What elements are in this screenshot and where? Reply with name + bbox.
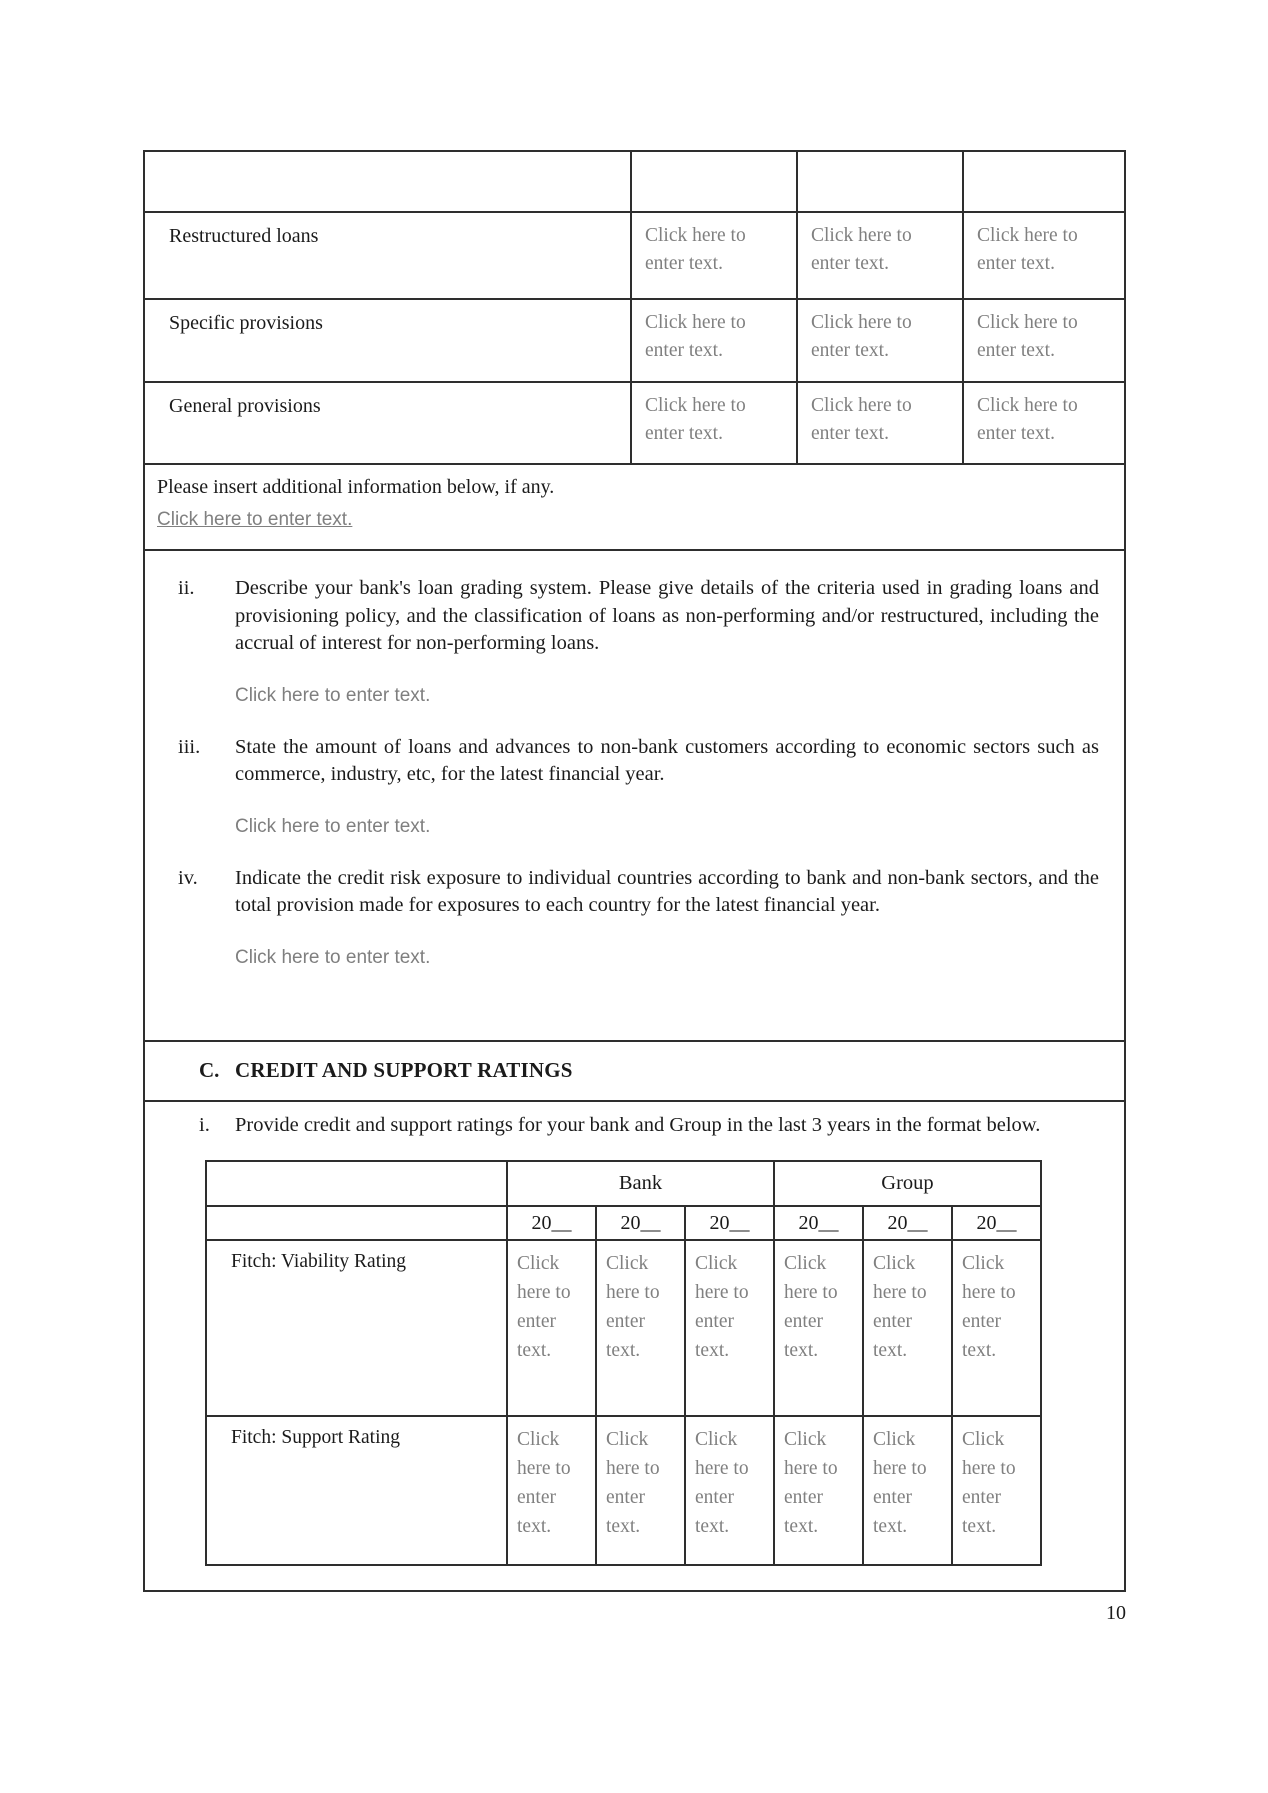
- additional-info-prompt: Please insert additional information below, if any.: [157, 476, 555, 498]
- text-entry-placeholder[interactable]: Click here to enter text.: [951, 1415, 1040, 1564]
- text-entry-placeholder[interactable]: Click here to enter text.: [684, 1415, 773, 1564]
- ratings-year-header: 20__: [684, 1205, 773, 1239]
- ratings-header-empty: [207, 1162, 506, 1205]
- ratings-table: [205, 1160, 1042, 1566]
- row-label-specific-provisions: Specific provisions: [145, 298, 630, 381]
- ratings-year-header: 20__: [862, 1205, 951, 1239]
- text-entry-placeholder[interactable]: Click here to enter text.: [506, 1415, 595, 1564]
- provisions-header-cell-empty: [796, 152, 962, 211]
- row-label-restructured-loans: Restructured loans: [145, 211, 630, 298]
- question-ii-text: Describe your bank's loan grading system. Please give details of the criteria used in grading loans and provisioning policy, and the classification of loans as non-performing and/or restructured, including the accrual of interest for non-performing loans.: [235, 577, 1099, 654]
- provisions-header-cell-empty: [630, 152, 796, 211]
- question-iii-text: State the amount of loans and advances to non-bank customers according to economic sectors such as commerce, industry, etc, for the latest financial year.: [235, 735, 1099, 785]
- question-iii-number: iii.: [178, 735, 201, 758]
- section-c-letter: C.: [199, 1058, 220, 1082]
- text-entry-placeholder[interactable]: Click here to enter text.: [796, 211, 962, 298]
- ratings-header-group: Group: [773, 1162, 1040, 1205]
- question-ii-number: ii.: [178, 577, 195, 599]
- question-iv-placeholder[interactable]: Click here to enter text.: [235, 946, 431, 968]
- question-ii-placeholder[interactable]: Click here to enter text.: [235, 684, 431, 706]
- question-iii: [178, 734, 1124, 789]
- question-i: [199, 1112, 1124, 1140]
- question-i-text: Provide credit and support ratings for your bank and Group in the last 3 years in the format below.: [235, 1114, 1041, 1136]
- section-c-title: CREDIT AND SUPPORT RATINGS: [235, 1058, 573, 1082]
- text-entry-placeholder[interactable]: Click here to enter text.: [684, 1239, 773, 1415]
- ratings-year-header: 20__: [506, 1205, 595, 1239]
- provisions-table: [143, 150, 1126, 465]
- section-c-heading-row: [143, 1040, 1126, 1102]
- ratings-year-header: 20__: [951, 1205, 1040, 1239]
- text-entry-placeholder[interactable]: Click here to enter text.: [630, 381, 796, 463]
- text-entry-placeholder[interactable]: Click here to enter text.: [595, 1239, 684, 1415]
- provisions-header-cell-empty: [962, 152, 1124, 211]
- text-entry-placeholder[interactable]: Click here to enter text.: [630, 298, 796, 381]
- question-ii: [178, 575, 1124, 658]
- question-iv-text: Indicate the credit risk exposure to individual countries according to bank and non-bank sectors, and the total provision made for exposures to each country for the latest financial year.: [235, 866, 1099, 916]
- text-entry-placeholder[interactable]: Click here to enter text.: [506, 1239, 595, 1415]
- page-number: 10: [1106, 1602, 1126, 1624]
- text-entry-placeholder[interactable]: Click here to enter text.: [862, 1415, 951, 1564]
- text-entry-placeholder[interactable]: Click here to enter text.: [962, 211, 1124, 298]
- document-content: [143, 150, 1126, 1592]
- additional-info-placeholder[interactable]: Click here to enter text.: [157, 509, 353, 530]
- question-iii-placeholder[interactable]: Click here to enter text.: [235, 815, 431, 837]
- question-i-number: i.: [199, 1114, 210, 1136]
- ratings-year-header: 20__: [773, 1205, 862, 1239]
- ratings-year-header: 20__: [595, 1205, 684, 1239]
- additional-info-row: [143, 463, 1126, 551]
- text-entry-placeholder[interactable]: Click here to enter text.: [962, 381, 1124, 463]
- row-label-fitch-viability: Fitch: Viability Rating: [207, 1239, 506, 1415]
- question-iv: [178, 865, 1124, 920]
- text-entry-placeholder[interactable]: Click here to enter text.: [630, 211, 796, 298]
- text-entry-placeholder[interactable]: Click here to enter text.: [951, 1239, 1040, 1415]
- ratings-header-bank: Bank: [506, 1162, 773, 1205]
- row-label-fitch-support: Fitch: Support Rating: [207, 1415, 506, 1564]
- text-entry-placeholder[interactable]: Click here to enter text.: [796, 381, 962, 463]
- ratings-year-empty: [207, 1205, 506, 1239]
- provisions-header-cell-empty: [145, 152, 630, 211]
- loan-questions-section: [143, 549, 1126, 1042]
- text-entry-placeholder[interactable]: Click here to enter text.: [773, 1415, 862, 1564]
- text-entry-placeholder[interactable]: Click here to enter text.: [595, 1415, 684, 1564]
- ratings-section: [143, 1100, 1126, 1592]
- text-entry-placeholder[interactable]: Click here to enter text.: [862, 1239, 951, 1415]
- section-c-heading: [199, 1057, 1124, 1083]
- row-label-general-provisions: General provisions: [145, 381, 630, 463]
- text-entry-placeholder[interactable]: Click here to enter text.: [962, 298, 1124, 381]
- text-entry-placeholder[interactable]: Click here to enter text.: [773, 1239, 862, 1415]
- question-iv-number: iv.: [178, 866, 198, 889]
- text-entry-placeholder[interactable]: Click here to enter text.: [796, 298, 962, 381]
